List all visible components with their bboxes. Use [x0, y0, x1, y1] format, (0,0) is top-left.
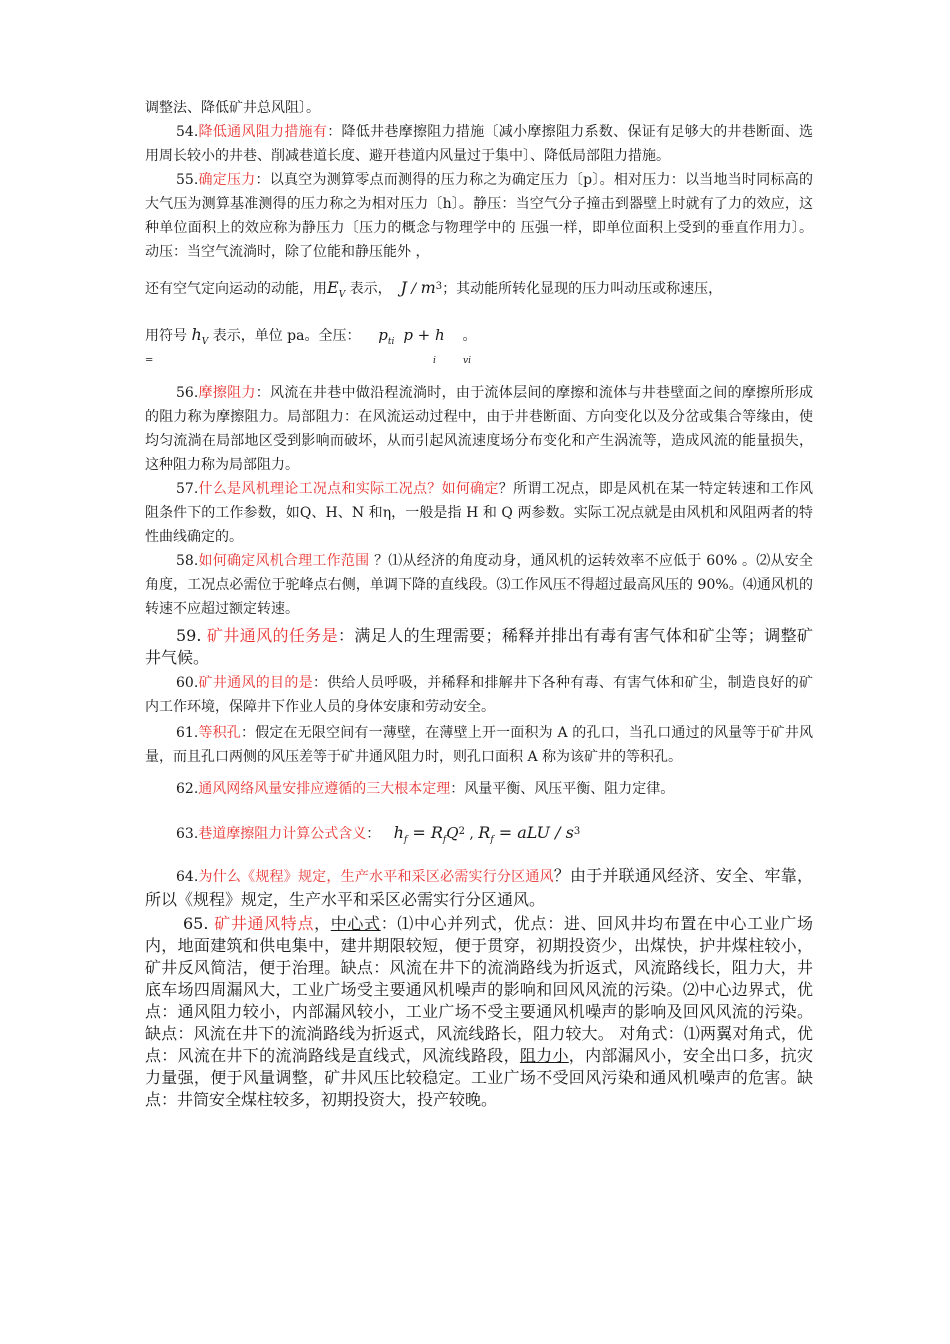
- math-eq1: = R: [407, 823, 443, 842]
- item-body: ：供给人员呼吸，并稀释和排解井下各种有毒、有害气体和矿尘，制造良好的矿内工作环境，保障井下作业人员的身体安康和劳动安全。: [145, 675, 814, 715]
- math-ev: E: [327, 278, 339, 297]
- paragraph-63: [145, 819, 813, 853]
- math-unit-j: J: [400, 278, 407, 297]
- paragraph-60: [145, 671, 813, 719]
- paragraph-62: [145, 777, 813, 801]
- item-body: ：风流在井巷中做沿程流淌时，由于流体层间的摩擦和流体与井巷壁面之间的摩擦所形成的阻力称为摩擦阻力。局部阻力：在风流运动过程中，由于井巷断面、方向变化以及分岔或集合等缘由，使均匀流淌在局部地区受到影响而破坏，从而引起风流速度场分布变化和产生涡流等，造成风流的能量损失，这种阻力称为局部阻力。: [145, 385, 814, 473]
- text-run: 用符号: [145, 328, 192, 344]
- math-hv: h: [191, 325, 202, 344]
- text-run: ，: [314, 914, 331, 933]
- text-run: 表示，: [345, 281, 392, 297]
- text-run: 还有空气定向运动的动能，用: [145, 281, 327, 297]
- paragraph-59: [145, 625, 813, 669]
- math-subscript: V: [338, 290, 346, 300]
- item-heading: 通风网络风量安排应遵循的三大根本定理: [198, 781, 451, 797]
- item-number: 64.: [176, 869, 199, 885]
- math-subscript-i: i: [433, 356, 436, 366]
- math-subscript: ti: [387, 337, 395, 347]
- item-body: ？⑴从经济的角度动身，通风机的运转效率不应低于 60% 。⑵从安全角度，工况点必需位于驼峰点右侧，单调下降的直线段。⑶工作风压不得超过最高风压的 90%。⑷通风机的转速不应超过额定转速。: [145, 553, 814, 617]
- math-p: p: [378, 326, 388, 344]
- paragraph-57: [145, 477, 813, 549]
- math-subscript: f: [403, 835, 408, 845]
- item-body: ：降低井巷摩擦阻力措施〔减小摩擦阻力系数、保证有足够大的井巷断面、选用周长较小的井巷、削减巷道长度、避开巷道内风量过于集中〕、降低局部阻力措施。: [145, 124, 814, 164]
- item-number: 57.: [176, 481, 199, 497]
- equation-subscript-row: [145, 355, 813, 369]
- text-run: ；其动能所转化显现的压力叫动压或称速压，: [442, 281, 723, 297]
- math-subscript-vi: vi: [463, 356, 471, 366]
- item-body-continued: ，内部漏风小，安全出口多，抗灾力量强，便于风量调整，矿井风压比较稳定。工业广场不受回风污染和通风机噪声的危害。缺点：井筒安全煤柱较多，初期投资大，投产较晚。: [145, 1046, 813, 1109]
- item-number: 59.: [176, 626, 207, 645]
- item-number: 61.: [176, 725, 199, 741]
- math-unit-m: m: [420, 278, 436, 297]
- item-heading: 为什么《规程》规定，生产水平和采区必需实行分区通风: [198, 869, 554, 885]
- item-heading: 降低通风阻力措施有: [198, 124, 328, 140]
- item-heading: 矿井通风的目的是: [198, 675, 313, 691]
- paragraph-56: [145, 381, 813, 477]
- underlined-term-central: 中心式: [330, 914, 381, 933]
- item-body: ：⑴中心并列式，优点：进、回风井均布置在中心工业广场内，地面建筑和供电集中，建井期限较短，便于贯穿，初期投资少，出煤快，护井煤柱较小，矿井反风简洁，便于治理。缺点：风流在井下的流淌路线为折返式，风流路线长，阻力大，井底车场四周漏风大，工业广场受主要通风机噪声的影响和回风风流的污染。⑵中心边界式，优点：通风阻力较小，内部漏风较小，工业广场不受主要通风机噪声的影响及回风风流的污染。缺点：风流在井下的流淌路线为折返式，风流线路长，阻力较大。 对角式：⑴两翼对角式，优点：风流在井下的流淌路线是直线式，风流线路段，: [145, 914, 813, 1065]
- paragraph-55: [145, 168, 813, 264]
- math-subscript: f: [490, 835, 494, 845]
- underlined-term-low-resistance: 阻力小: [519, 1046, 569, 1065]
- item-number: 60.: [176, 675, 199, 691]
- item-heading: 等积孔: [198, 725, 241, 741]
- math-slash: /: [406, 281, 421, 297]
- paragraph-58: [145, 549, 813, 621]
- paragraph-64: [145, 865, 813, 911]
- paragraph-54: [145, 120, 813, 168]
- item-number: 56.: [176, 385, 199, 401]
- item-heading: 确定压力: [198, 172, 256, 188]
- paragraph-65: [145, 913, 813, 1111]
- text-run: ,: [464, 826, 479, 842]
- math-eq2: = aLU / s: [493, 823, 574, 842]
- item-heading: 矿井通风特点: [214, 914, 315, 933]
- item-number: 65.: [183, 914, 215, 933]
- item-body: ：假定在无限空间有一薄壁，在薄壁上开一面积为 A 的孔口，当孔口通过的风量等于矿井风量，而且孔口两侧的风压差等于矿井通风阻力时，则孔口面积 A 称为该矿井的等积孔。: [145, 725, 813, 765]
- item-body: ：以真空为测算零点而测得的压力称之为确定压力〔p〕。相对压力：以当地当时同标高的大气压为测算基准测得的压力称之为相对压力〔h〕。静压：当空气分子撞击到器壁上时就有了力的效应，这种单位面积上的效应称为静压力〔压力的概念与物理学中的 压强一样，即单位面积上受到的垂直作用力〕。动压：当空气流淌时，除了位能和静压能外 ，: [145, 172, 814, 260]
- item-heading: 矿井通风的任务是: [206, 626, 339, 645]
- paragraph-53-tail: 调整法、降低矿井总风阻〕。: [145, 100, 320, 116]
- paragraph-55-total-pressure: [145, 322, 813, 355]
- math-subscript: f: [442, 835, 447, 845]
- item-heading: 摩擦阻力: [198, 385, 256, 401]
- item-number: 58.: [176, 553, 199, 569]
- item-number: 62.: [176, 781, 199, 797]
- item-body: ：满足人的生理需要；稀释并排出有毒有害气体和矿尘等；调整矿井气候。: [145, 626, 813, 667]
- item-heading: 巷道摩擦阻力计算公式含义: [198, 826, 367, 842]
- equation-equals-sign: =: [145, 355, 154, 366]
- item-number: 55.: [176, 172, 199, 188]
- math-superscript: 3: [573, 826, 581, 837]
- item-heading: 如何确定风机合理工作范围: [198, 553, 370, 569]
- document-page: [145, 96, 813, 1111]
- text-run: ：: [366, 826, 381, 842]
- item-number: 63.: [176, 826, 199, 842]
- math-superscript: 3: [435, 281, 443, 292]
- paragraph-55-dynamic-pressure: [145, 274, 813, 308]
- math-rhs: p + h: [403, 326, 445, 344]
- paragraph-61: [145, 721, 813, 769]
- math-superscript: 2: [458, 826, 465, 837]
- math-h: h: [393, 823, 404, 842]
- item-heading: 什么是风机理论工况点和实际工况点？如何确定: [198, 481, 499, 497]
- item-number: 54.: [176, 124, 199, 140]
- text-run: 表示，单位 pa。全压：: [208, 328, 361, 344]
- item-body: ：风量平衡、风压平衡、阻力定律。: [450, 781, 675, 797]
- text-run: 。: [462, 328, 477, 344]
- item-body: ？由于并联通风经济、安全、牢靠，所以《规程》规定，生产水平和采区必需实行分区通风。: [145, 866, 813, 909]
- math-q: Q: [446, 824, 459, 842]
- math-subscript: V: [201, 337, 209, 347]
- math-r2: R: [478, 823, 491, 842]
- item-body: ？所谓工况点，即是风机在某一特定转速和工作风阻条件下的工作参数，如Q、H、N 和η，一般是指 H 和 Q 两参数。实际工况点就是由风机和风阻两者的特性曲线确定的。: [145, 481, 813, 545]
